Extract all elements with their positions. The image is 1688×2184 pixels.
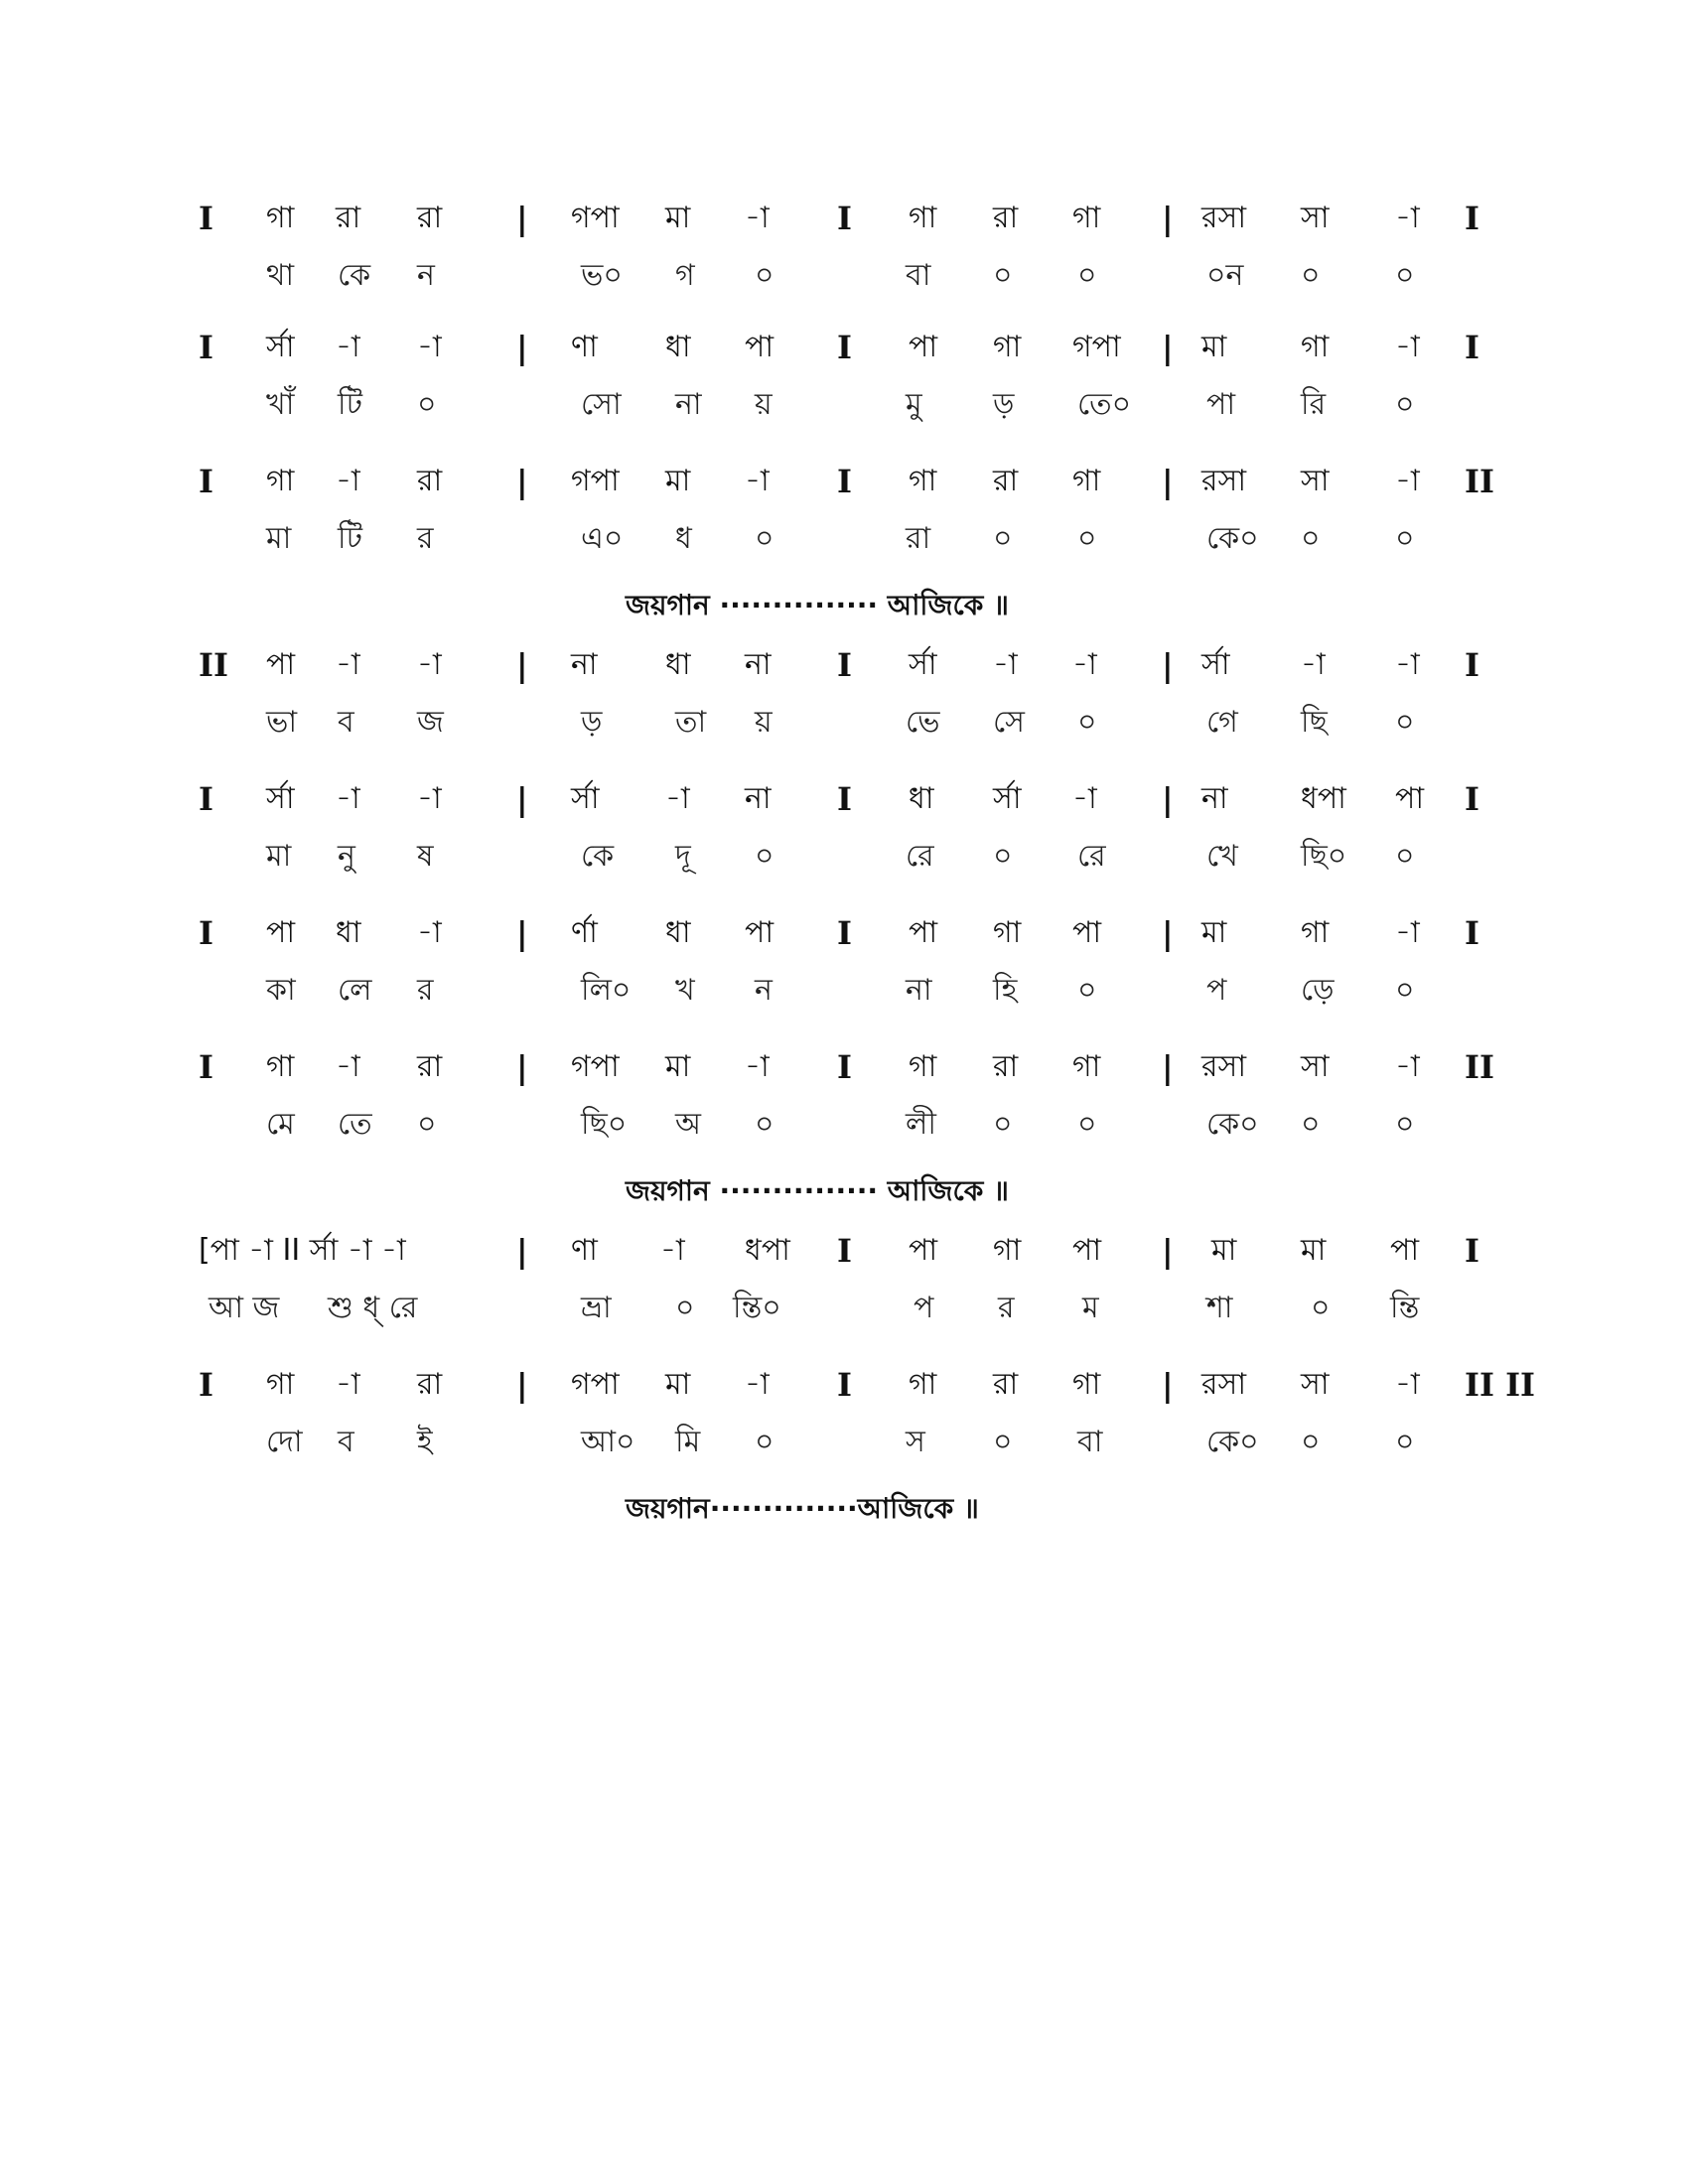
lyric-syllable: কা — [266, 973, 296, 1008]
lyric-syllable: লী — [906, 1107, 936, 1142]
swar-note: ধপা — [1301, 781, 1346, 816]
bar-mark: II — [1465, 1048, 1494, 1086]
refrain-line — [0, 1171, 1688, 1221]
swar-note: র্সা — [266, 330, 295, 364]
bar-mark: | — [1162, 329, 1174, 366]
lyric-syllable: ০ — [1301, 521, 1321, 556]
bar-mark: I — [199, 914, 213, 952]
lyric-syllable: ০ — [1395, 1425, 1415, 1459]
lyric-syllable: ছি০ — [1301, 839, 1347, 874]
lyric-syllable: ০ — [1077, 1107, 1097, 1142]
swar-note: -া — [336, 1049, 360, 1084]
lyric-syllable: ০ — [755, 1425, 774, 1459]
swar-note: গপা — [571, 1367, 620, 1402]
lyric-syllable: হি — [993, 973, 1018, 1008]
swar-note: না — [745, 647, 772, 682]
swar-note: র্সা — [993, 781, 1022, 816]
lyric-syllable: য় — [755, 387, 773, 422]
swar-note: গা — [266, 1367, 295, 1402]
swar-note: গা — [266, 201, 295, 235]
swar-note: -া — [1395, 464, 1420, 498]
bar-mark: I — [837, 1366, 852, 1404]
swar-line — [0, 1047, 1688, 1107]
lyric-syllable: জ — [417, 705, 444, 740]
lyric-syllable: ০ — [993, 258, 1013, 293]
swar-note: গপা — [571, 464, 620, 498]
lyric-syllable: ০ — [1395, 258, 1415, 293]
lyric-syllable: ভ০ — [581, 258, 623, 293]
lyric-syllable: টি — [338, 387, 362, 422]
swar-note: রসা — [1201, 201, 1247, 235]
lyric-line — [0, 519, 1688, 579]
bar-mark: I — [199, 1048, 213, 1086]
lyric-line — [0, 256, 1688, 316]
swar-note: মা — [665, 201, 691, 235]
lyric-syllable: ড় — [993, 387, 1015, 422]
lyric-syllable: ০ — [993, 521, 1013, 556]
swar-note: মা — [665, 1367, 691, 1402]
bar-mark: | — [516, 463, 528, 500]
swar-note: -া — [1072, 781, 1097, 816]
bar-mark: I — [1465, 329, 1479, 366]
swar-note: ণা — [571, 1233, 598, 1268]
swar-note: -া — [1395, 330, 1420, 364]
lyric-syllable: ভ্রা — [581, 1291, 612, 1325]
swar-line — [0, 1365, 1688, 1425]
lyric-syllable: ব — [338, 705, 354, 740]
lyric-syllable: মু — [906, 387, 922, 422]
lyric-line — [0, 971, 1688, 1030]
lyric-syllable: রে — [906, 839, 934, 874]
swar-line — [0, 199, 1688, 258]
swar-note: গপা — [571, 1049, 620, 1084]
swar-note: পা — [909, 915, 938, 950]
bar-mark: | — [516, 1232, 528, 1270]
lyric-syllable: র — [417, 521, 434, 556]
lyric-syllable: ০ — [1077, 521, 1097, 556]
swar-note: -া — [745, 464, 770, 498]
swar-note: রসা — [1201, 464, 1247, 498]
lyric-syllable: ০ — [1311, 1291, 1331, 1325]
swar-note: সা — [1301, 201, 1330, 235]
lyric-syllable: সো — [581, 387, 622, 422]
lyric-syllable: এ০ — [581, 521, 624, 556]
swar-note: -া — [745, 1049, 770, 1084]
lyric-syllable: ০ন — [1206, 258, 1244, 293]
swar-note: গা — [266, 464, 295, 498]
swar-note: -া — [745, 201, 770, 235]
swar-note: রা — [993, 464, 1019, 498]
swar-note: পা — [909, 330, 938, 364]
swar-note: র্সা — [909, 647, 937, 682]
swar-note: -া — [336, 1367, 360, 1402]
lyric-syllable: টি — [338, 521, 362, 556]
lyric-syllable: কে০ — [1206, 1425, 1259, 1459]
lyric-syllable: থা — [266, 258, 295, 293]
lyric-syllable: ষ — [417, 839, 434, 874]
lyric-syllable: ০ — [1301, 1107, 1321, 1142]
swar-note: গা — [1072, 1367, 1101, 1402]
bar-mark: I — [1465, 1232, 1479, 1270]
swar-note: -া — [417, 781, 442, 816]
refrain-text: জয়গান ··············· আজিকে ॥ — [626, 589, 1009, 621]
swar-note: [পা -া II র্সা -া -া — [199, 1233, 406, 1268]
swar-note: ধা — [665, 330, 691, 364]
lyric-syllable: ০ — [1395, 521, 1415, 556]
swar-note: মা — [665, 464, 691, 498]
lyric-syllable: ০ — [1395, 973, 1415, 1008]
bar-mark: I — [837, 463, 852, 500]
swar-note: রা — [417, 1367, 443, 1402]
lyric-line — [0, 1289, 1688, 1348]
lyric-syllable: না — [906, 973, 932, 1008]
swar-note: গা — [993, 330, 1022, 364]
lyric-syllable: রি — [1301, 387, 1327, 422]
lyric-syllable: ভা — [266, 705, 298, 740]
bar-mark: I — [837, 1048, 852, 1086]
swar-note: -া — [417, 915, 442, 950]
lyric-syllable: ০ — [755, 521, 774, 556]
swar-note: -া — [660, 1233, 685, 1268]
bar-mark: I — [837, 1232, 852, 1270]
lyric-syllable: গে — [1206, 705, 1238, 740]
bar-mark: | — [1162, 200, 1174, 237]
bar-mark: | — [516, 200, 528, 237]
bar-mark: II II — [1465, 1366, 1536, 1404]
lyric-line — [0, 385, 1688, 445]
swar-note: -া — [993, 647, 1018, 682]
swar-note: গা — [1072, 201, 1101, 235]
bar-mark: | — [516, 914, 528, 952]
lyric-syllable: ০ — [1077, 705, 1097, 740]
lyric-syllable: ০ — [417, 387, 437, 422]
lyric-syllable: প — [914, 1291, 934, 1325]
lyric-syllable: ন — [417, 258, 435, 293]
lyric-syllable: ন্তি — [1390, 1291, 1420, 1325]
bar-mark: II — [199, 646, 228, 684]
swar-note: রা — [993, 1367, 1019, 1402]
swar-note: র্সা — [1201, 647, 1230, 682]
lyric-syllable: ড়ে — [1301, 973, 1335, 1008]
lyric-syllable: ০ — [993, 839, 1013, 874]
swar-note: গপা — [571, 201, 620, 235]
lyric-syllable: খ — [675, 973, 695, 1008]
swar-note: সা — [1301, 464, 1330, 498]
lyric-syllable: য় — [755, 705, 773, 740]
bar-mark: I — [1465, 646, 1479, 684]
bar-mark: I — [199, 200, 213, 237]
bar-mark: I — [1465, 780, 1479, 818]
lyric-syllable: তে০ — [1077, 387, 1132, 422]
lyric-syllable: শু ধ্ রে — [328, 1291, 418, 1325]
swar-note: মা — [1301, 1233, 1327, 1268]
bar-mark: II — [1465, 463, 1494, 500]
swar-note: -া — [336, 330, 360, 364]
bar-mark: | — [1162, 914, 1174, 952]
swar-line — [0, 645, 1688, 705]
swar-note: রা — [417, 464, 443, 498]
lyric-syllable: মা — [266, 839, 292, 874]
swar-note: র্ণা — [571, 915, 598, 950]
swar-note: পা — [266, 647, 296, 682]
bar-mark: I — [837, 780, 852, 818]
swar-note: -া — [1395, 201, 1420, 235]
lyric-syllable: পা — [1206, 387, 1236, 422]
lyric-syllable: ০ — [1301, 258, 1321, 293]
swar-note: গা — [909, 1367, 937, 1402]
swar-note: -া — [1395, 1049, 1420, 1084]
refrain-line — [0, 586, 1688, 635]
lyric-syllable: র — [417, 973, 434, 1008]
lyric-syllable: দো — [266, 1425, 303, 1459]
swar-line — [0, 779, 1688, 839]
lyric-syllable: স — [906, 1425, 925, 1459]
lyric-syllable: বা — [1077, 1425, 1103, 1459]
swar-note: মা — [1201, 330, 1227, 364]
bar-mark: | — [1162, 780, 1174, 818]
bar-mark: | — [516, 646, 528, 684]
lyric-syllable: ন্তি০ — [733, 1291, 781, 1325]
swar-note: রসা — [1201, 1049, 1247, 1084]
lyric-syllable: ছি০ — [581, 1107, 628, 1142]
lyric-syllable: ০ — [755, 1107, 774, 1142]
swar-note: না — [745, 781, 772, 816]
swar-note: সা — [1301, 1049, 1330, 1084]
swar-note: -া — [1395, 1367, 1420, 1402]
swar-line — [0, 913, 1688, 973]
swar-note: গা — [1301, 915, 1330, 950]
lyric-syllable: ০ — [1301, 1425, 1321, 1459]
swar-line — [0, 1231, 1688, 1291]
lyric-syllable: রা — [906, 521, 931, 556]
bar-mark: I — [837, 200, 852, 237]
bar-mark: I — [199, 329, 213, 366]
swar-line — [0, 462, 1688, 521]
lyric-syllable: খে — [1206, 839, 1238, 874]
lyric-syllable: ০ — [993, 1107, 1013, 1142]
lyric-syllable: আ০ — [581, 1425, 635, 1459]
swar-note: রা — [993, 1049, 1019, 1084]
lyric-line — [0, 1105, 1688, 1164]
lyric-syllable: খাঁ — [266, 387, 295, 422]
swar-note: -া — [665, 781, 690, 816]
swar-note: পা — [1072, 915, 1102, 950]
bar-mark: I — [1465, 914, 1479, 952]
lyric-syllable: ভে — [906, 705, 940, 740]
lyric-line — [0, 1423, 1688, 1482]
lyric-syllable: দূ — [675, 839, 691, 874]
lyric-syllable: ই — [417, 1425, 433, 1459]
swar-note: গা — [993, 1233, 1022, 1268]
lyric-syllable: ব — [338, 1425, 354, 1459]
swar-note: ধা — [909, 781, 934, 816]
swar-note: রা — [417, 201, 443, 235]
swar-note: পা — [1390, 1233, 1420, 1268]
bar-mark: | — [1162, 1232, 1174, 1270]
lyric-syllable: ০ — [755, 258, 774, 293]
lyric-syllable: ছি — [1301, 705, 1328, 740]
swar-note: মা — [1201, 915, 1227, 950]
lyric-syllable: তে — [338, 1107, 372, 1142]
swar-note: -া — [1301, 647, 1326, 682]
lyric-syllable: লে — [338, 973, 372, 1008]
swar-note: গা — [1301, 330, 1330, 364]
lyric-syllable: ম — [1082, 1291, 1099, 1325]
lyric-syllable: সে — [993, 705, 1025, 740]
swar-note: -া — [1395, 647, 1420, 682]
swar-note: গপা — [1072, 330, 1121, 364]
lyric-syllable: ড় — [581, 705, 603, 740]
swar-note: র্সা — [571, 781, 600, 816]
lyric-syllable: গ — [675, 258, 695, 293]
swar-note: পা — [1072, 1233, 1102, 1268]
swar-note: ধপা — [745, 1233, 790, 1268]
swar-note: গা — [1072, 464, 1101, 498]
lyric-line — [0, 837, 1688, 896]
lyric-syllable: ০ — [417, 1107, 437, 1142]
lyric-syllable: মে — [266, 1107, 295, 1142]
swar-note: গা — [266, 1049, 295, 1084]
lyric-syllable: ০ — [755, 839, 774, 874]
swar-note: -া — [336, 781, 360, 816]
lyric-syllable: মা — [266, 521, 292, 556]
swar-note: -া — [417, 647, 442, 682]
lyric-syllable: ন — [755, 973, 773, 1008]
lyric-syllable: প — [1206, 973, 1227, 1008]
swar-note: ধা — [336, 915, 361, 950]
swar-note: -া — [1395, 915, 1420, 950]
bar-mark: | — [516, 1048, 528, 1086]
swar-note: র্সা — [266, 781, 295, 816]
swar-note: মা — [1211, 1233, 1237, 1268]
swar-note: না — [571, 647, 598, 682]
swar-note: গা — [993, 915, 1022, 950]
bar-mark: | — [516, 329, 528, 366]
lyric-syllable: নু — [338, 839, 355, 874]
lyric-syllable: কে০ — [1206, 1107, 1259, 1142]
bar-mark: | — [1162, 1048, 1174, 1086]
swar-note: গা — [909, 1049, 937, 1084]
swar-note: পা — [745, 330, 774, 364]
swar-note: পা — [266, 915, 296, 950]
swar-note: সা — [1301, 1367, 1330, 1402]
lyric-syllable: আ জ — [209, 1291, 280, 1325]
lyric-syllable: ০ — [1395, 1107, 1415, 1142]
swar-note: পা — [1395, 781, 1425, 816]
swar-note: রা — [417, 1049, 443, 1084]
bar-mark: | — [516, 1366, 528, 1404]
swar-note: রা — [993, 201, 1019, 235]
lyric-syllable: ০ — [1077, 258, 1097, 293]
swar-note: রা — [336, 201, 361, 235]
swar-note: ধা — [665, 915, 691, 950]
swar-note: না — [1201, 781, 1228, 816]
lyric-syllable: র — [998, 1291, 1015, 1325]
swar-note: গা — [909, 201, 937, 235]
swar-note: -া — [336, 464, 360, 498]
bar-mark: I — [837, 914, 852, 952]
refrain-line — [0, 1489, 1688, 1539]
lyric-syllable: ০ — [1395, 839, 1415, 874]
refrain-text: জয়গান ··············· আজিকে ॥ — [626, 1174, 1009, 1207]
swar-note: রসা — [1201, 1367, 1247, 1402]
lyric-syllable: ০ — [993, 1425, 1013, 1459]
swar-note: ধা — [665, 647, 691, 682]
lyric-syllable: ০ — [1395, 705, 1415, 740]
lyric-syllable: বা — [906, 258, 931, 293]
lyric-syllable: রে — [1077, 839, 1106, 874]
lyric-syllable: লি০ — [581, 973, 632, 1008]
swar-note: -া — [417, 330, 442, 364]
bar-mark: I — [199, 780, 213, 818]
lyric-syllable: অ — [675, 1107, 701, 1142]
bar-mark: | — [516, 780, 528, 818]
lyric-line — [0, 703, 1688, 762]
lyric-syllable: মি — [675, 1425, 701, 1459]
swar-note: -া — [745, 1367, 770, 1402]
swar-note: ণা — [571, 330, 598, 364]
lyric-syllable: কে — [338, 258, 371, 293]
lyric-syllable: ০ — [675, 1291, 695, 1325]
lyric-syllable: শা — [1206, 1291, 1233, 1325]
bar-mark: I — [199, 1366, 213, 1404]
swar-line — [0, 328, 1688, 387]
swar-note: মা — [665, 1049, 691, 1084]
bar-mark: | — [1162, 646, 1174, 684]
bar-mark: I — [199, 463, 213, 500]
lyric-syllable: না — [675, 387, 702, 422]
lyric-syllable: তা — [675, 705, 707, 740]
swar-note: গা — [909, 464, 937, 498]
bar-mark: I — [837, 646, 852, 684]
lyric-syllable: ০ — [1077, 973, 1097, 1008]
bar-mark: | — [1162, 463, 1174, 500]
swar-note: গা — [1072, 1049, 1101, 1084]
swar-note: -া — [1072, 647, 1097, 682]
lyric-syllable: ধ — [675, 521, 692, 556]
swar-note: -া — [336, 647, 360, 682]
bar-mark: I — [837, 329, 852, 366]
lyric-syllable: কে — [581, 839, 615, 874]
swar-note: পা — [745, 915, 774, 950]
refrain-text: জয়গান··············আজিকে ॥ — [626, 1492, 979, 1525]
swar-note: পা — [909, 1233, 938, 1268]
bar-mark: | — [1162, 1366, 1174, 1404]
lyric-syllable: ০ — [1395, 387, 1415, 422]
lyric-syllable: কে০ — [1206, 521, 1259, 556]
bar-mark: I — [1465, 200, 1479, 237]
